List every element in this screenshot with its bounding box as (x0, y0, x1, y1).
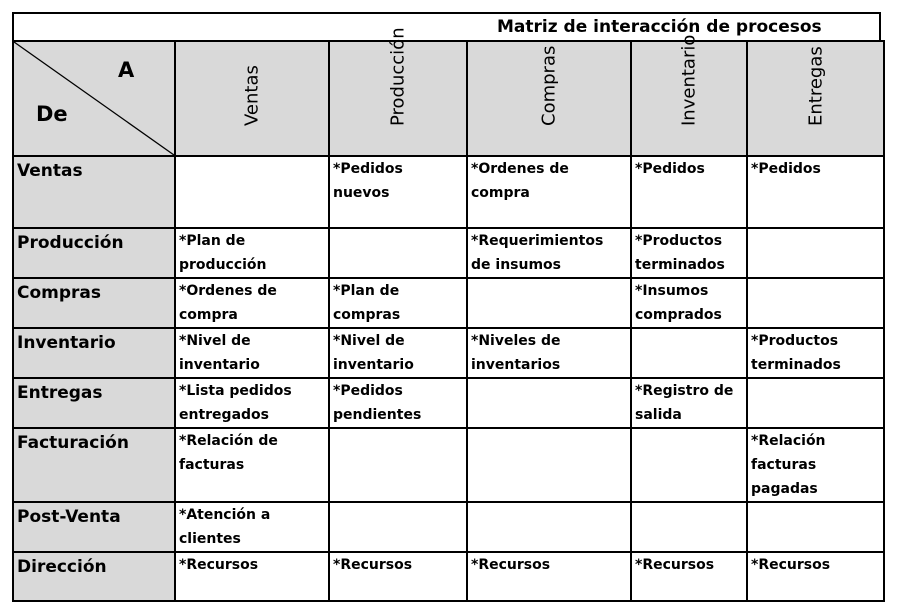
matrix-cell (631, 328, 747, 378)
column-header-label: Inventario (678, 34, 700, 126)
matrix-cell (467, 378, 631, 428)
row-header: Post-Venta (13, 502, 175, 552)
matrix-cell (747, 378, 884, 428)
table-row (13, 156, 884, 228)
matrix-cell: *Requerimientos de insumos (467, 228, 631, 278)
matrix-cell: *Pedidos pendientes (329, 378, 467, 428)
matrix-cell: *Recursos (175, 552, 329, 601)
table-row (13, 228, 884, 278)
column-header (467, 41, 631, 156)
diagonal-divider (14, 42, 174, 155)
matrix-cell: *Plan de producción (175, 228, 329, 278)
matrix-cell (631, 502, 747, 552)
matrix-cell: *Plan de compras (329, 278, 467, 328)
matrix-cell (747, 278, 884, 328)
matrix-cell: *Niveles de inventarios (467, 328, 631, 378)
matrix-title: Matriz de interacción de procesos (497, 17, 822, 37)
matrix-cell (467, 428, 631, 502)
table-row (13, 378, 884, 428)
column-header-label: Entregas (805, 46, 826, 126)
row-header: Facturación (13, 428, 175, 502)
table-row (13, 428, 884, 502)
matrix-cell (329, 228, 467, 278)
row-header: Compras (13, 278, 175, 328)
matrix-cell (631, 428, 747, 502)
matrix-cell (747, 502, 884, 552)
matrix-cell: *Recursos (631, 552, 747, 601)
table-row (13, 502, 884, 552)
matrix-cell: *Atención a clientes (175, 502, 329, 552)
matrix-cell: *Pedidos nuevos (329, 156, 467, 228)
matrix-cell: *Productos terminados (631, 228, 747, 278)
row-header: Producción (13, 228, 175, 278)
process-interaction-matrix (12, 12, 885, 602)
matrix-cell: *Relación de facturas (175, 428, 329, 502)
to-label: A (118, 58, 135, 82)
from-label: De (36, 102, 68, 126)
matrix-cell: *Nivel de inventario (329, 328, 467, 378)
column-header (329, 27, 467, 156)
column-header (747, 41, 884, 156)
matrix-cell: *Lista pedidos entregados (175, 378, 329, 428)
matrix-cell: *Pedidos (631, 156, 747, 228)
matrix-cell (175, 156, 329, 228)
matrix-cell: *Ordenes de compra (175, 278, 329, 328)
matrix-cell: *Registro de salida (631, 378, 747, 428)
header-row (13, 41, 884, 156)
matrix-cell (329, 502, 467, 552)
row-header: Entregas (13, 378, 175, 428)
matrix-cell (467, 502, 631, 552)
matrix-cell: *Pedidos (747, 156, 884, 228)
title-row (12, 12, 881, 40)
matrix-cell (329, 428, 467, 502)
matrix-cell (467, 278, 631, 328)
column-header-label: Ventas (241, 65, 263, 126)
column-header-label: Compras (538, 45, 560, 126)
corner-cell (13, 41, 175, 156)
column-header (631, 34, 747, 156)
column-header (175, 41, 329, 156)
matrix-cell (747, 228, 884, 278)
matrix-cell: *Ordenes de compra (467, 156, 631, 228)
matrix-cell: *Productos terminados (747, 328, 884, 378)
table-row (13, 552, 884, 601)
matrix-cell: *Recursos (329, 552, 467, 601)
matrix-cell: *Recursos (747, 552, 884, 601)
row-header: Dirección (13, 552, 175, 601)
row-header: Ventas (13, 156, 175, 228)
table-row (13, 328, 884, 378)
row-header: Inventario (13, 328, 175, 378)
matrix-cell: *Nivel de inventario (175, 328, 329, 378)
column-header-label: Producción (387, 27, 409, 126)
matrix-cell: *Relación facturas pagadas (747, 428, 884, 502)
matrix-cell: *Insumos comprados (631, 278, 747, 328)
table-row (13, 278, 884, 328)
matrix-cell: *Recursos (467, 552, 631, 601)
